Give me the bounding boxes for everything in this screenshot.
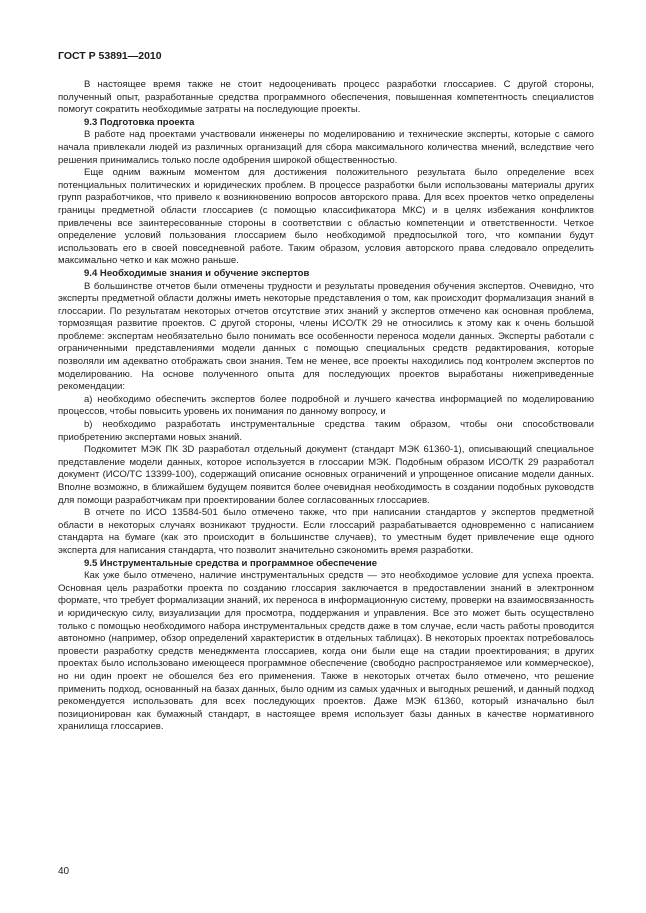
section-heading-9-4: 9.4 Необходимые знания и обучение экспертов — [84, 267, 310, 279]
paragraph: Подкомитет МЭК ПК 3D разработал отдельный документ (стандарт МЭК 61360-1), описывающий специальное представление модели данных, которое используется в глоссарии МЭК. Подобным образом ИСО/ТК 29 разработал документ (ИСО/ТС 13399-100), содержащий описание основных ограничений и упрощенное описание модели данных. Вполне возможно, в ближайшем будущем появится более очевидная необходимость в создании подобных руководств для помощи разработчикам при проектировании более согласованных глоссариев. — [58, 444, 594, 506]
list-item-b: b) необходимо разработать инструментальные средства таким образом, чтобы они способствовали приобретению экспертами новых знаний. — [58, 419, 594, 443]
paragraph: В настоящее время также не стоит недооценивать процесс разработки глоссариев. С другой стороны, полученный опыт, разработанные средства программного обеспечения, повышенная компетентность специалистов помогут сократить необходимые затраты на последующие проекты. — [58, 79, 594, 116]
paragraph: В работе над проектами участвовали инженеры по моделированию и технические эксперты, которые с самого начала привлекали людей из различных организаций для сбора максимального количества мнений, вследствие чего решения принимались только после одобрения широкой общественностью. — [58, 129, 594, 166]
page-number: 40 — [58, 866, 70, 877]
paragraph: Еще одним важным моментом для достижения положительного результата было определение всех потенциальных политических и юридических проблем. В процессе разработки были использованы материалы других групп разработчиков, что привело к возникновению вопросов авторского права. Для всех проектов четко определены границы предметной области глоссариев (с помощью классификатора МКС) и в целях избежания конфликтов привлечены все заинтересованные стороны в соответствии с областью компетенции и ответственности. Четкое определение условий пользования глоссарием было необходимой предпосылкой того, что компании будут использовать его в своей повседневной работе. Таким образом, условия авторского права следовало определить максимально четко и как можно раньше. — [58, 167, 594, 267]
section-heading-9-3: 9.3 Подготовка проекта — [84, 116, 195, 128]
section-heading-9-5: 9.5 Инструментальные средства и программное обеспечение — [84, 557, 378, 569]
paragraph: В большинстве отчетов были отмечены трудности и результаты проведения обучения экспертов. Очевидно, что эксперты предметной области должны иметь некоторые представления о том, как происходит формализация знаний в глоссарии. По результатам некоторых отчетов отсутствие этих знаний у экспертов отмечено как основная проблема, тормозящая развитие проектов. С другой стороны, члены ИСО/ТК 29 не относились к этому как к очень большой проблеме: экспертам необязательно было понимать все особенности переноса модели данных. Эксперты работали с ограниченными представлениями модели данных с помощью специальных средств редактирования, которые позволяли им адекватно отображать свои знания. Тем не менее, все проекты находились под контролем экспертов по моделированию. На основе полученного опыта для последующих проектов выработаны нижеприведенные рекомендации: — [58, 280, 594, 393]
document-header: ГОСТ Р 53891—2010 — [58, 50, 162, 62]
paragraph: Как уже было отмечено, наличие инструментальных средств — это необходимое условие для успеха проекта. Основная цель разработки проекта по созданию глоссария заключается в предоставлении знаний в электронном формате, что требует формализации знаний, их переноса в информационную систему, проверки на взаимосвязанность и юридическую силу, визуализации для просмотра, поддержания и управления. Все это может быть осуществлено только с помощью необходимого набора инструментальных средств даже в том случае, если часть работы проводится автономно (например, обзор определений характеристик в отдельных таблицах). В некоторых проектах потребовалось провести разработку средств менеджмента глоссариев, когда они были еще на стадии проектирования; в других проектах было использовано имеющееся программное обеспечение (свободно распространяемое или коммерческое), но ни один проект не обошелся без его применения. Также в некоторых отчетах было отмечено, что решение применить подход, основанный на базах данных, было одним из самых удачных и выгодных решений, и данный подход рекомендуется использовать для всех последующих проектов. Даже МЭК 61360, который изначально был позиционирован как бумажный стандарт, в настоящее время использует базы данных в качестве нормативного хранилища глоссариев. — [58, 570, 594, 733]
document-body — [58, 79, 594, 734]
paragraph: В отчете по ИСО 13584-501 было отмечено также, что при написании стандартов у экспертов предметной области в некоторых случаях возникают трудности. Если глоссарий разрабатывается одновременно с написанием стандарта на бумаге (как это происходит в большинстве случаев), то уместным будет привлечение еще одного эксперта для написания стандарта, что позволит значительно сэкономить время разработки. — [58, 507, 594, 556]
list-item-a: а) необходимо обеспечить экспертов более подробной и лучшего качества информацией по моделированию процессов, чтобы повысить уровень их понимания по данному вопросу, и — [58, 393, 594, 418]
